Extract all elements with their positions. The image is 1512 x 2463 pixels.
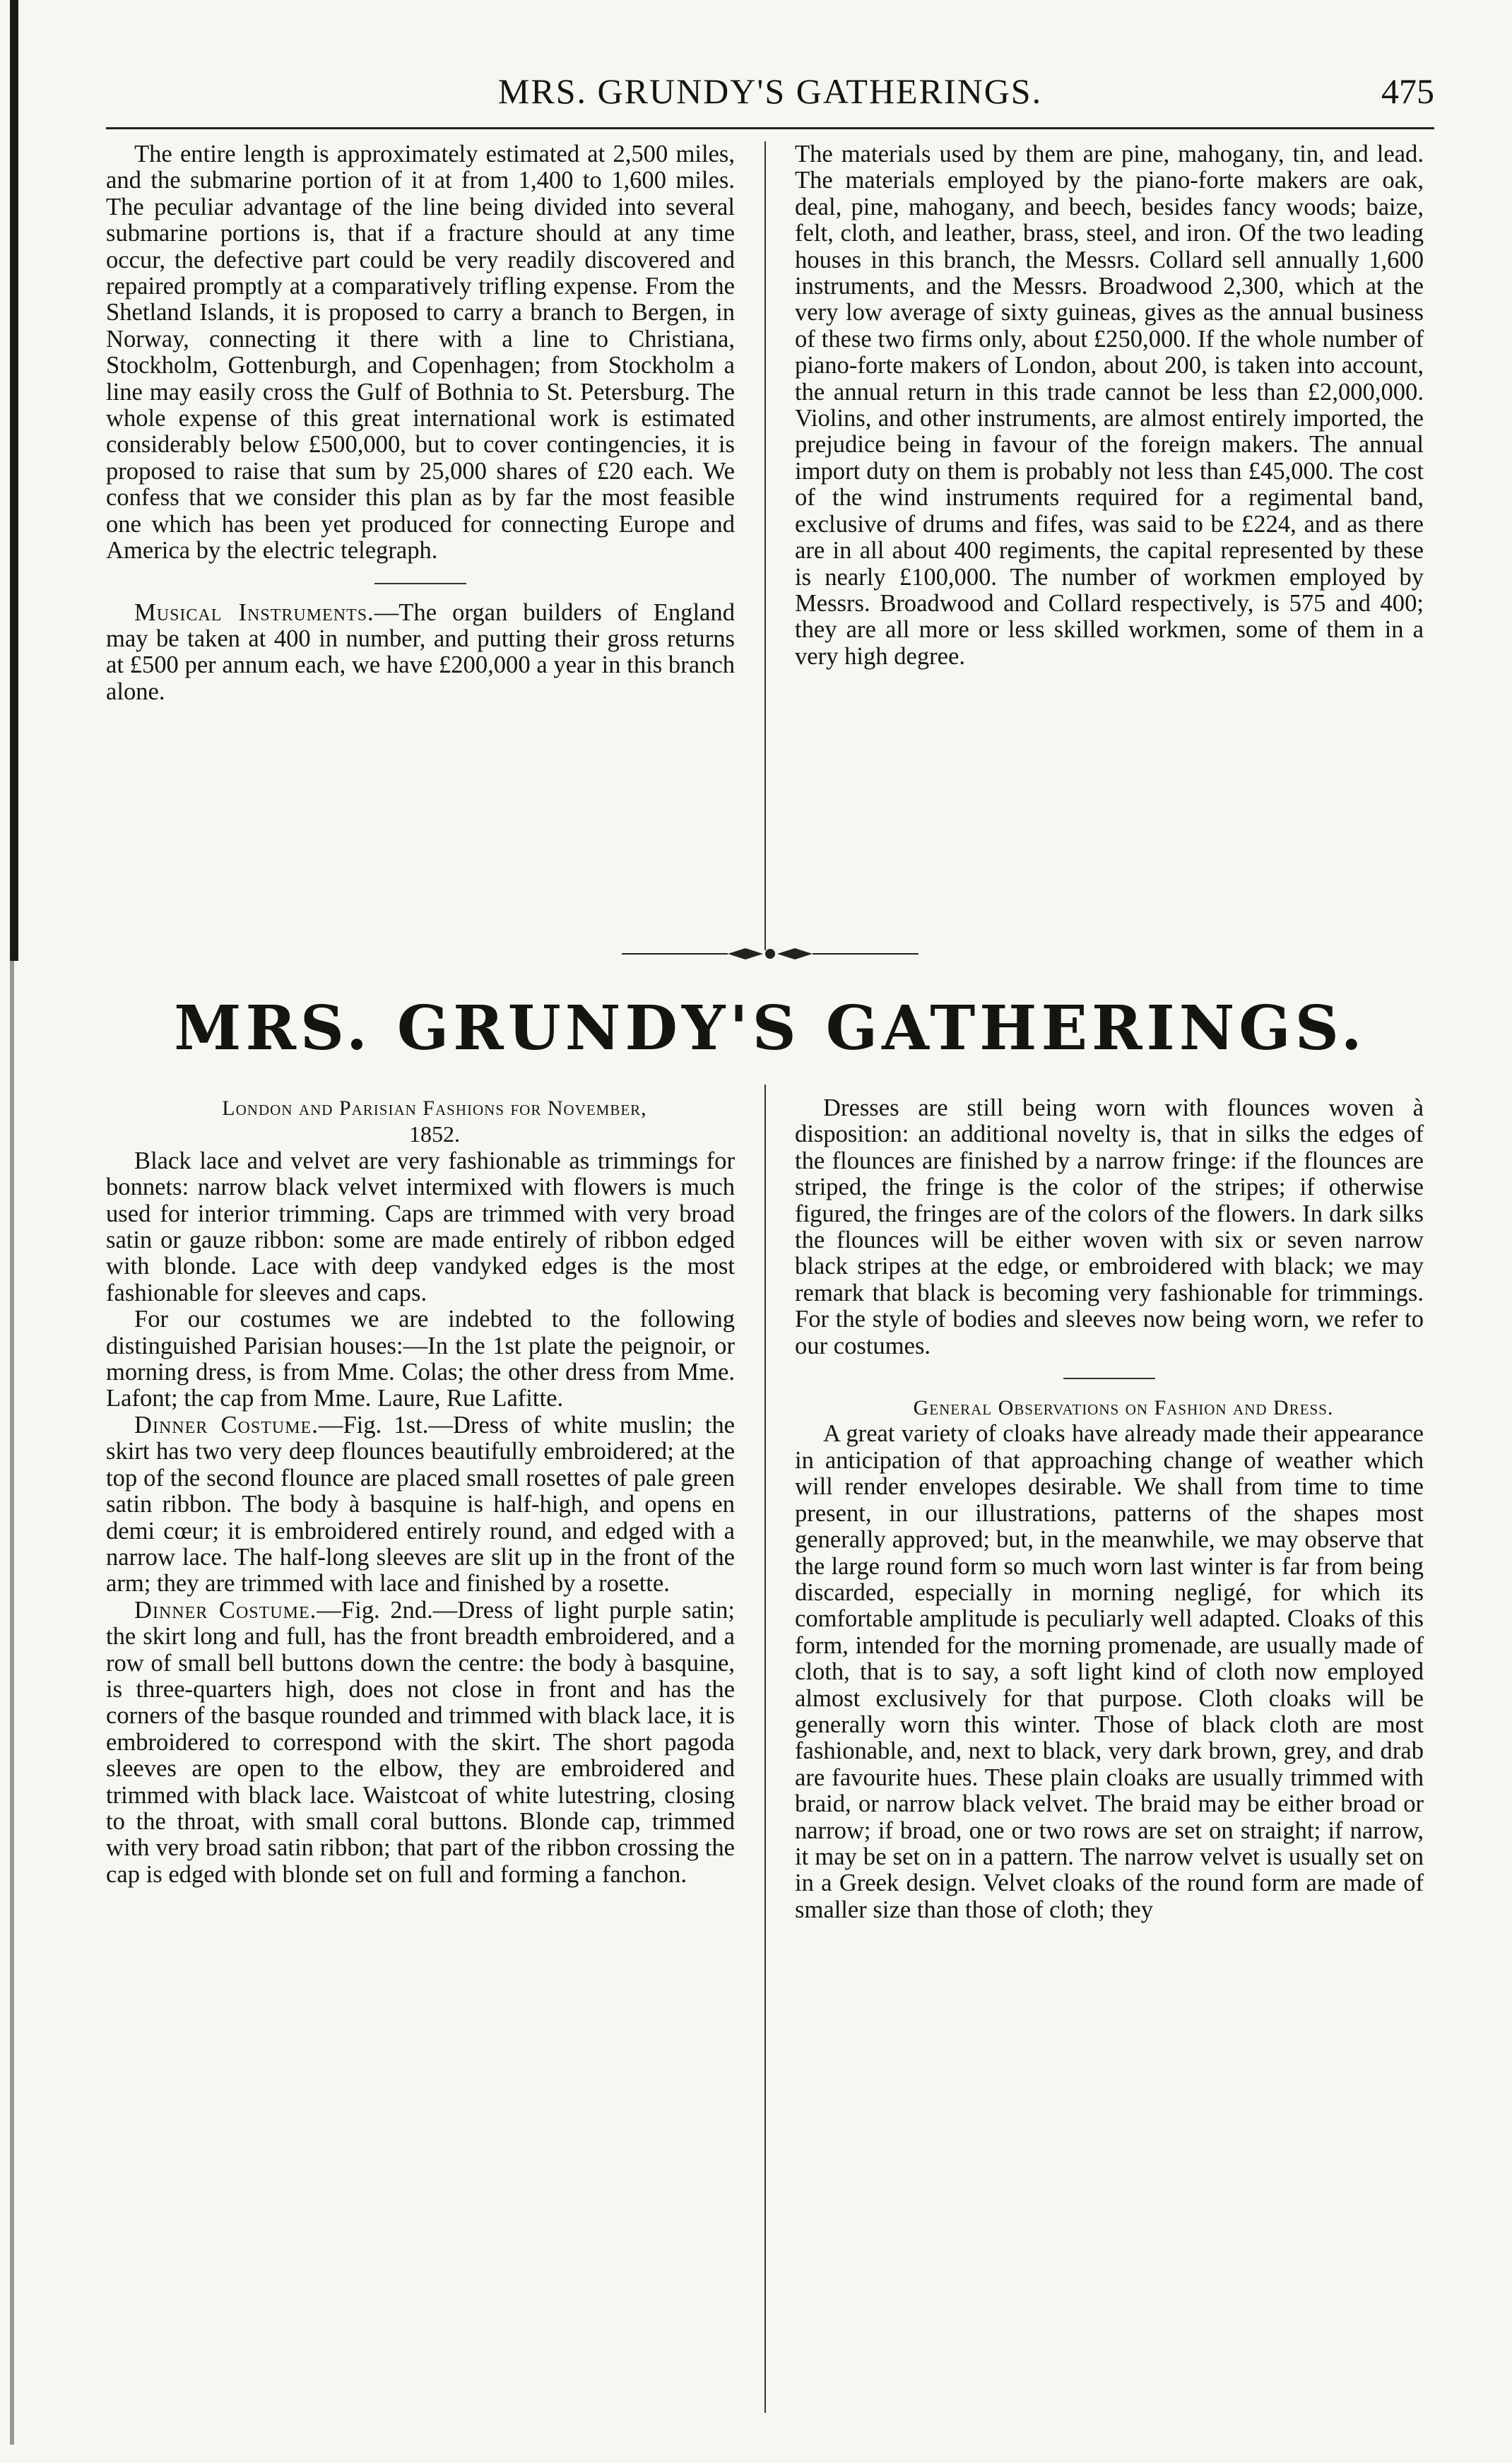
dinner-costume-fig1-lead: Dinner Costume.: [134, 1411, 319, 1439]
bottom-right-column: [795, 1095, 1424, 1923]
fashions-heading: London and Parisian Fashions for November,: [222, 1097, 647, 1120]
top-left-column: [106, 141, 735, 705]
musical-instruments-text: —The organ builders of England may be taken at 400 in number, and putting their gross returns at £500 per annum each, we have £200,000 a year in this branch alone.: [106, 598, 735, 705]
dinner-costume-fig2-paragraph: [106, 1597, 735, 1888]
telegraph-paragraph: The entire length is approximately estimated at 2,500 miles, and the submarine portion of it at from 1,400 to 1,600 miles. The peculiar advantage of the line being divided into several submarine portions is, that if a fracture should at any time occur, the defective part could be very readily discovered and repaired promptly at a comparatively trifling expense. From the Shetland Islands, it is proposed to carry a branch to Bergen, in Norway, connecting it there with a line to Christiana, Stockholm, Gottenburgh, and Copenhagen; from Stockholm a line may easily cross the Gulf of Bothnia to St. Petersburg. The whole expense of this great international work is estimated considerably below £500,000, but to cover contingencies, it is proposed to raise that sum by 25,000 shares of £20 each. We confess that we consider this plan as by far the most feasible one which has been yet produced for connecting Europe and America by the electric telegraph.: [106, 141, 735, 565]
page-number: 475: [1381, 71, 1434, 111]
ornament-divider: [622, 945, 919, 962]
fashions-heading-date: 1852.: [409, 1121, 460, 1147]
musical-instruments-lead: Musical Instruments.: [134, 598, 374, 626]
bottom-left-column: [106, 1095, 735, 1888]
running-title: MRS. GRUNDY'S GATHERINGS.: [497, 71, 1043, 111]
running-head: [106, 71, 1434, 120]
column-divider-top: [764, 141, 766, 950]
page-spine-edge: [10, 961, 14, 2445]
instrument-materials-paragraph: The materials used by them are pine, mahogany, tin, and lead. The materials employed by the piano-forte makers are oak, deal, pine, mahogany, and beech, besides fancy woods; baize, felt, cloth, and leather, brass, steel, and iron. Of the two leading houses in this branch, the Messrs. Collard sell annually 1,600 instruments, and the Messrs. Broadwood 2,300, which at the very low average of sixty guineas, gives as the annual business of these two firms only, about £250,000. If the whole number of piano-forte makers of London, about 200, is taken into account, the annual return in this trade cannot be less than £2,000,000. Violins, and other instruments, are almost entirely imported, the prejudice being in favour of the foreign makers. The annual import duty on them is probably not less than £45,000. The cost of the wind instruments required for a regimental band, exclusive of drums and fifes, was said to be £224, and as there are in all about 400 regiments, the capital represented by these is nearly £100,000. The number of workmen employed by Messrs. Broadwood and Collard respectively, is 575 and 400; they are all more or less skilled workmen, some of them in a very high degree.: [795, 141, 1424, 670]
dinner-costume-fig2-lead: Dinner Costume.: [134, 1596, 317, 1624]
cloaks-paragraph: A great variety of cloaks have already made their appearance in anticipation of that approaching change of weather which will render envelopes desirable. We shall from time to time present, in our illustrations, patterns of the shapes most generally approved; but, in the meanwhile, we may observe that the large round form so much worn last winter is far from being discarded, especially in morning negligé, for which its comfortable amplitude is peculiarly well adapted. Cloaks of this form, intended for the morning promenade, are usually made of cloth, that is to say, a soft light kind of cloth now employed almost exclusively for that purpose. Cloth cloaks will be generally worn this winter. Those of black cloth are most fashionable, and, next to black, very dark brown, grey, and drab are favourite hues. These plain cloaks are usually trimmed with braid, or narrow black velvet. The braid may be either broad or narrow; if broad, one or two rows are set on straight; if narrow, it may be set on in a pattern. The narrow velvet is usually set on in a Greek design. Velvet cloaks of the round form are made of smaller size than those of cloth; they: [795, 1420, 1424, 1923]
costumes-houses-paragraph: For our costumes we are indebted to the following distinguished Parisian houses:—In the 1st plate the peignoir, or morning dress, is from Mme. Colas; the other dress from Mme. Lafont; the cap from Mme. Laure, Rue Lafitte.: [106, 1306, 735, 1412]
book-page: [106, 0, 1434, 2463]
general-observations-heading: General Observations on Fashion and Dress.: [913, 1396, 1334, 1420]
section-divider-right: [1063, 1378, 1155, 1379]
dinner-costume-fig1-paragraph: [106, 1412, 735, 1597]
dinner-costume-fig2-text: —Fig. 2nd.—Dress of light purple satin; the skirt long and full, has the front breadth embroidered, and a row of small bell buttons down the centre: the body à basquine, is three-quarters high, does not close in front and has the corners of the basque rounded and trimmed with black lace, it is embroidered to correspond with the skirt. The short pagoda sleeves are open to the elbow, they are embroidered and trimmed with black lace. Waistcoat of white lutestring, closing to the throat, with small coral buttons. Blonde cap, trimmed with very broad satin ribbon; that part of the ribbon crossing the cap is edged with blonde set on full and forming a fanchon.: [106, 1596, 735, 1888]
section-banner-title: MRS. GRUNDY'S GATHERINGS.: [174, 993, 1366, 1064]
page-spine-shadow: [10, 0, 18, 961]
lace-velvet-paragraph: Black lace and velvet are very fashionable as trimmings for bonnets: narrow black velvet intermixed with flowers is much used for interior trimming. Caps are trimmed with very broad satin or gauze ribbon: some are made entirely of ribbon edged with blonde. Lace with deep vandyked edges is the most fashionable for sleeves and caps.: [106, 1147, 735, 1306]
musical-instruments-paragraph: [106, 600, 735, 706]
flounces-paragraph: Dresses are still being worn with flounces woven à disposition: an additional novelty is, that in silks the edges of the flounces are finished by a narrow fringe: if the flounces are striped, the fringe is the color of the stripes; if otherwise figured, the fringes are of the colors of the flowers. In dark silks the flounces will be either woven with six or seven narrow black stripes at the edge, or embroidered with black; we may remark that black is becoming very fashionable for trimmings. For the style of bodies and sleeves now being worn, we refer to our costumes.: [795, 1094, 1424, 1359]
top-right-column: [795, 141, 1424, 670]
dinner-costume-fig1-text: —Fig. 1st.—Dress of white muslin; the skirt has two very deep flounces beautifully embroidered; at the top of the second flounce are placed small rosettes of pale green satin ribbon. The body à basquine is half-high, and opens en demi cœur; it is embroidered entirely round, and edged with a narrow lace. The half-long sleeves are slit up in the front of the arm; they are trimmed with lace and finished by a rosette.: [106, 1411, 736, 1597]
section-divider: [374, 583, 466, 584]
column-divider-bottom: [764, 1085, 766, 2413]
header-rule: [106, 127, 1434, 129]
